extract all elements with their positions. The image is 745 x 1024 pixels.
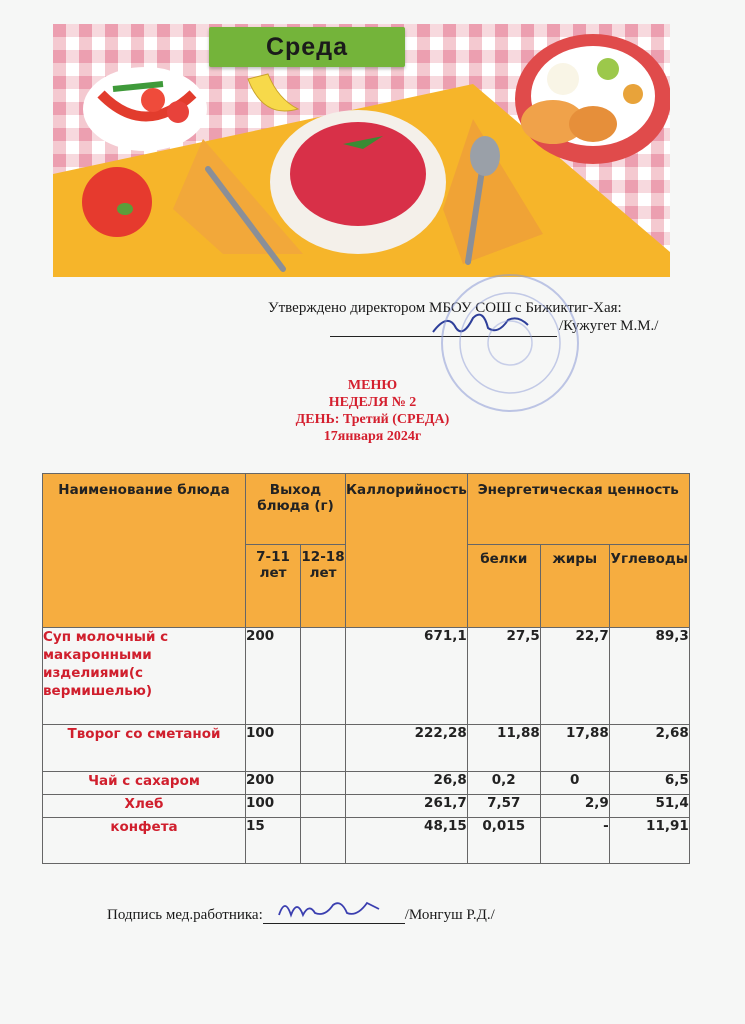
carbs-value: 89,3 (609, 628, 689, 725)
table-row (43, 818, 690, 864)
medic-name: /Монгуш Р.Д./ (404, 907, 495, 923)
header-protein: белки (467, 545, 540, 628)
yield-12-18 (301, 772, 346, 795)
calories-value: 26,8 (346, 772, 468, 795)
header-energy: Энергетическая ценность (467, 474, 689, 545)
director-name: /Кужугет М.М./ (559, 318, 659, 334)
week-heading: НЕДЕЛЯ № 2 (328, 395, 417, 410)
carbs-value: 11,91 (609, 818, 689, 864)
dish-name: Чай с сахаром (43, 772, 246, 795)
carbs-value: 6,5 (609, 772, 689, 795)
table-row (43, 795, 690, 818)
yield-7-11: 200 (246, 772, 301, 795)
protein-value: 7,57 (467, 795, 540, 818)
calories-value: 222,28 (346, 725, 468, 772)
medic-signature-line (263, 909, 405, 924)
fat-value: 0 (540, 772, 609, 795)
calories-value: 261,7 (346, 795, 468, 818)
menu-table (42, 473, 690, 864)
yield-7-11: 100 (246, 725, 301, 772)
carbs-value: 2,68 (609, 725, 689, 772)
yield-12-18 (301, 628, 346, 725)
header-age-12-18: 12-18 лет (301, 545, 346, 628)
header-dish: Наименование блюда (43, 474, 246, 628)
yield-12-18 (301, 795, 346, 818)
yield-7-11: 15 (246, 818, 301, 864)
yield-7-11: 200 (246, 628, 301, 725)
date-heading: 17января 2024г (323, 429, 422, 444)
header-carbs: Углеводы (609, 545, 689, 628)
dish-name: Хлеб (43, 795, 246, 818)
calories-value: 48,15 (346, 818, 468, 864)
day-heading: ДЕНЬ: Третий (СРЕДА) (295, 412, 450, 427)
header-fat: жиры (540, 545, 609, 628)
calories-value: 671,1 (346, 628, 468, 725)
day-label: Среда (209, 27, 405, 67)
fat-value: 17,88 (540, 725, 609, 772)
dish-name: конфета (43, 818, 246, 864)
protein-value: 27,5 (467, 628, 540, 725)
carbs-value: 51,4 (609, 795, 689, 818)
header-age-7-11: 7-11 лет (246, 545, 301, 628)
protein-value: 0,015 (467, 818, 540, 864)
yield-7-11: 100 (246, 795, 301, 818)
protein-value: 11,88 (467, 725, 540, 772)
dish-name: Суп молочный с макаронными изделиями(с вермишелью) (43, 628, 246, 725)
table-row (43, 628, 690, 725)
medic-signature-icon (275, 895, 385, 923)
fat-value: 2,9 (540, 795, 609, 818)
header-banner (53, 24, 670, 277)
dish-name: Творог со сметаной (43, 725, 246, 772)
fat-value: 22,7 (540, 628, 609, 725)
yield-12-18 (301, 818, 346, 864)
approval-text: Утверждено директором МБОУ СОШ с Бижиктиг-Хая: (268, 300, 622, 316)
header-yield: Выход блюда (г) (246, 474, 346, 545)
menu-title-block (0, 377, 745, 445)
table-row (43, 725, 690, 772)
menu-heading: МЕНЮ (347, 378, 398, 393)
fat-value: - (540, 818, 609, 864)
table-row (43, 772, 690, 795)
medic-signature (107, 907, 495, 924)
medic-signature-label: Подпись мед.работника: (107, 907, 263, 923)
protein-value: 0,2 (467, 772, 540, 795)
yield-12-18 (301, 725, 346, 772)
header-calories: Каллорийность (346, 474, 468, 628)
